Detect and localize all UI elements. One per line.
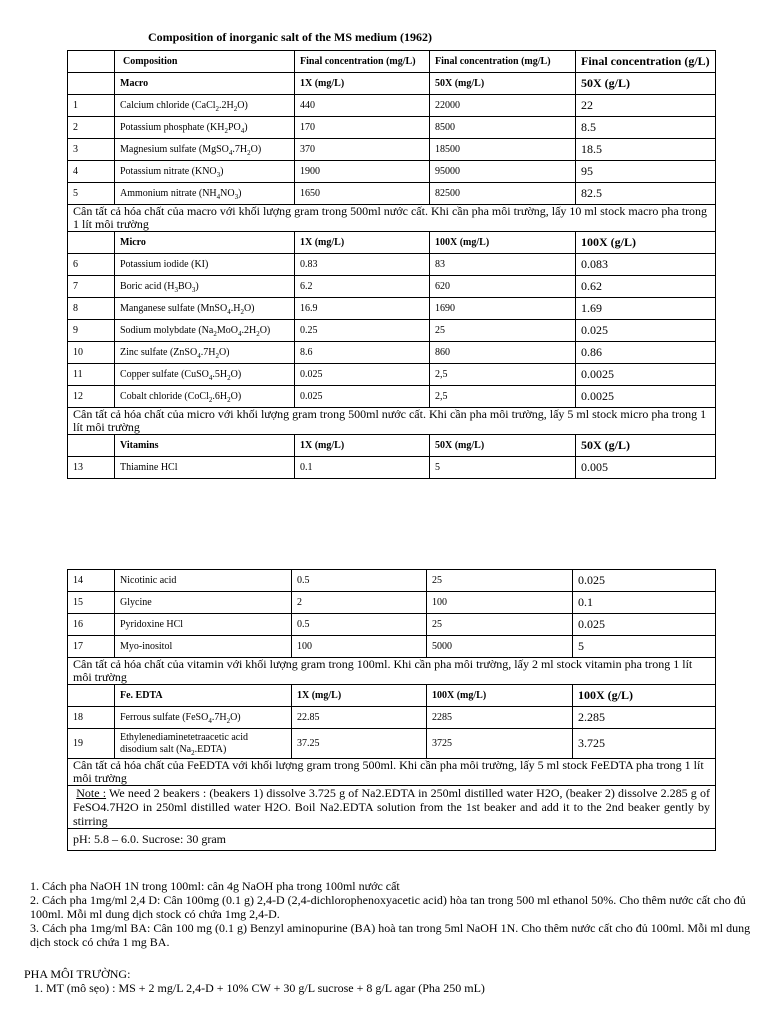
micro-note-row [68,408,716,435]
table-row [68,117,716,139]
table-row [68,139,716,161]
value-stock-g: 1.69 [576,298,716,320]
section-index-cell [68,73,115,95]
value-1x: 6.2 [295,276,430,298]
value-stock-g: 0.62 [576,276,716,298]
feedta-note-row [68,759,716,786]
header-50x-g: 50X (g/L) [576,73,716,95]
value-1x: 0.1 [295,457,430,479]
compound-name: Zinc sulfate $(ZnSO_4.7H_2O)$ [115,342,295,364]
media-heading: PHA MÔI TRƯỜNG: [24,967,131,981]
value-1x: 0.5 [292,614,427,636]
compound-name: Potassium phosphate $(KH_2PO_4)$ [115,117,295,139]
row-number: 12 [68,386,115,408]
value-stock-mg: 8500 [430,117,576,139]
compound-name: Potassium iodide (KI) [115,254,295,276]
beaker-note-row [68,786,716,829]
row-number: 16 [68,614,115,636]
value-stock-mg: 2,5 [430,364,576,386]
table-row [68,320,716,342]
compound-name: Thiamine HCl [115,457,295,479]
compound-name: Sodium molybdate $(Na_2MoO_4.2H_2O)$ [115,320,295,342]
table-row [68,636,716,658]
value-1x: 0.025 [295,364,430,386]
row-number: 18 [68,707,115,729]
table-row [68,570,716,592]
value-stock-mg: 860 [430,342,576,364]
header-100x-mg: 100X (mg/L) [427,685,573,707]
header-100x-g: 100X (g/L) [576,232,716,254]
value-stock-g: 0.86 [576,342,716,364]
compound-name: Ethylenediaminetetraacetic acid disodium salt $(Na_2.EDTA)$ [115,729,292,759]
compound-name: Cobalt chloride $(CoCl_2.6H_2O)$ [115,386,295,408]
value-1x: 22.85 [292,707,427,729]
row-number: 15 [68,592,115,614]
value-stock-g: 0.1 [573,592,716,614]
media-item-1: 1. MT (mô sẹo) : MS + 2 mg/L 2,4-D + 10% CW + 30 g/L sucrose + 8 g/L agar (Pha 250 mL) [34,981,485,995]
value-stock-mg: 25 [430,320,576,342]
row-number: 11 [68,364,115,386]
value-stock-mg: 2,5 [430,386,576,408]
value-1x: 0.025 [295,386,430,408]
compound-name: Myo-inositol [115,636,292,658]
value-stock-mg: 3725 [427,729,573,759]
value-1x: 170 [295,117,430,139]
macro-note: Cân tất cả hóa chất của macro với khối lượng gram trong 500ml nước cất. Khi cần pha môi trường, lấy 10 ml stock macro pha trong 1 lít môi trường [68,205,716,232]
value-stock-g: 3.725 [573,729,716,759]
compound-name: Ferrous sulfate $(FeSO_4.7H_2O)$ [115,707,292,729]
row-number: 2 [68,117,115,139]
value-stock-g: 95 [576,161,716,183]
table-row [68,342,716,364]
table-row [68,254,716,276]
row-number: 6 [68,254,115,276]
compound-name: Boric acid $(H_3BO_3)$ [115,276,295,298]
header-1x: 1X (mg/L) [292,685,427,707]
micro-note: Cân tất cả hóa chất của micro với khối lượng gram trong 500ml nước cất. Khi cần pha môi trường, lấy 5 ml stock micro pha trong 1 lít môi trường [68,408,716,435]
table-row [68,161,716,183]
value-1x: 16.9 [295,298,430,320]
instruction-3: 3. Cách pha 1mg/ml BA: Cân 100 mg (0.1 g) Benzyl aminopurine (BA) hoà tan trong 5ml NaOH 1N. Cho thêm nước cất cho đủ 100ml. Mỗi ml dung dịch stock có chứa 1 mg BA. [30,921,751,949]
header-final-mg-2: Final concentration (mg/L) [430,51,576,73]
value-1x: 8.6 [295,342,430,364]
value-stock-mg: 5 [430,457,576,479]
note-label: Note : [76,786,107,800]
table-row [68,276,716,298]
value-stock-g: 82.5 [576,183,716,205]
value-stock-mg: 25 [427,570,573,592]
value-1x: 0.5 [292,570,427,592]
note-text: We need 2 beakers : (beakers 1) dissolve 3.725 g of Na2.EDTA in 250ml distilled water H2O, (beaker 2) dissolve 2.285 g of FeSO4.7H2O in 250ml distilled water H2O. Boil Na2.EDTA solution from the 1st beaker and add it to the 2nd beaker gently by stirring [73,786,710,828]
compound-name: Nicotinic acid [115,570,292,592]
header-100x-g: 100X (g/L) [573,685,716,707]
row-number: 5 [68,183,115,205]
table-row [68,183,716,205]
table-header-row [68,51,716,73]
value-stock-g: 0.0025 [576,386,716,408]
compound-name: Glycine [115,592,292,614]
table-row [68,364,716,386]
table-row [68,614,716,636]
value-stock-mg: 22000 [430,95,576,117]
row-number: 13 [68,457,115,479]
compound-name: Potassium nitrate $(KNO_3)$ [115,161,295,183]
header-50x-mg: 50X (mg/L) [430,73,576,95]
value-stock-g: 0.025 [576,320,716,342]
row-number: 10 [68,342,115,364]
header-final-g: Final concentration (g/L) [576,51,716,73]
value-1x: 440 [295,95,430,117]
header-50x-mg: 50X (mg/L) [430,435,576,457]
section-feedta: Fe. EDTA [115,685,292,707]
compound-name: Magnesium sulfate $(MgSO_4.7H_2O)$ [115,139,295,161]
beaker-note [68,786,716,829]
section-index-cell [68,435,115,457]
row-number: 7 [68,276,115,298]
table-row [68,707,716,729]
compound-name: Copper sulfate $(CuSO_4.5H_2O)$ [115,364,295,386]
compound-name: Manganese sulfate $(MnSO_4.H_2O)$ [115,298,295,320]
table-row [68,592,716,614]
value-stock-g: 0.005 [576,457,716,479]
document-title: Composition of inorganic salt of the MS medium (1962) [148,30,432,44]
row-number: 14 [68,570,115,592]
table-row [68,457,716,479]
header-1x: 1X (mg/L) [295,73,430,95]
value-1x: 2 [292,592,427,614]
row-number: 3 [68,139,115,161]
value-1x: 1900 [295,161,430,183]
instruction-1: 1. Cách pha NaOH 1N trong 100ml: cân 4g NaOH pha trong 100ml nước cất [30,879,400,893]
header-1x: 1X (mg/L) [295,435,430,457]
value-stock-g: 0.025 [573,570,716,592]
row-number: 19 [68,729,115,759]
section-vitamins-row [68,435,716,457]
instructions-block [24,879,754,995]
row-number: 4 [68,161,115,183]
table-row [68,95,716,117]
header-50x-g: 50X (g/L) [576,435,716,457]
macro-note-row [68,205,716,232]
value-stock-g: 0.025 [573,614,716,636]
section-micro: Micro [115,232,295,254]
section-macro: Macro [115,73,295,95]
section-micro-row [68,232,716,254]
value-stock-mg: 95000 [430,161,576,183]
header-100x-mg: 100X (mg/L) [430,232,576,254]
compound-name: Pyridoxine HCl [115,614,292,636]
header-composition: Composition [115,51,295,73]
value-1x: 37.25 [292,729,427,759]
row-number: 8 [68,298,115,320]
value-1x: 0.25 [295,320,430,342]
value-stock-g: 2.285 [573,707,716,729]
row-number: 1 [68,95,115,117]
value-stock-g: 8.5 [576,117,716,139]
ms-medium-table-part-2 [67,569,716,851]
value-stock-mg: 82500 [430,183,576,205]
value-1x: 370 [295,139,430,161]
ph-row [68,829,716,851]
section-index-cell [68,685,115,707]
section-index-cell [68,232,115,254]
value-stock-g: 22 [576,95,716,117]
feedta-note: Cân tất cả hóa chất của FeEDTA với khối lượng gram trong 500ml. Khi cần pha môi trường, lấy 5 ml stock FeEDTA pha trong 1 lít môi trường [68,759,716,786]
value-stock-mg: 25 [427,614,573,636]
value-1x: 100 [292,636,427,658]
table-row [68,729,716,759]
table-row [68,298,716,320]
vitamin-note-row [68,658,716,685]
value-1x: 0.83 [295,254,430,276]
compound-name: Ammonium nitrate $(NH_4NO_3)$ [115,183,295,205]
value-stock-g: 0.083 [576,254,716,276]
ms-medium-table-part-1 [67,50,716,479]
vitamin-note: Cân tất cả hóa chất của vitamin với khối lượng gram trong 100ml. Khi cần pha môi trường, lấy 2 ml stock vitamin pha trong 1 lít môi trường [68,658,716,685]
instruction-2: 2. Cách pha 1mg/ml 2,4 D: Cân 100mg (0.1 g) 2,4-D (2,4-dichlorophenoxyacetic acid) hòa tan trong 500 ml ethanol 50%. Cho thêm nước cất cho đủ 100ml. Mỗi ml dung dịch stock có chứa 1mg 2,4-D. [30,893,746,921]
section-macro-row [68,73,716,95]
value-stock-g: 18.5 [576,139,716,161]
compound-name: Calcium chloride $(CaCl_2.2H_2O)$ [115,95,295,117]
value-stock-mg: 100 [427,592,573,614]
value-stock-mg: 83 [430,254,576,276]
value-stock-mg: 5000 [427,636,573,658]
value-stock-mg: 18500 [430,139,576,161]
value-stock-g: 5 [573,636,716,658]
header-final-mg: Final concentration (mg/L) [295,51,430,73]
value-stock-mg: 2285 [427,707,573,729]
section-vitamins: Vitamins [115,435,295,457]
value-1x: 1650 [295,183,430,205]
ph-sucrose-note: pH: 5.8 – 6.0. Sucrose: 30 gram [68,829,716,851]
value-stock-mg: 1690 [430,298,576,320]
section-feedta-row [68,685,716,707]
value-stock-g: 0.0025 [576,364,716,386]
header-index-cell [68,51,115,73]
row-number: 9 [68,320,115,342]
row-number: 17 [68,636,115,658]
header-1x: 1X (mg/L) [295,232,430,254]
table-row [68,386,716,408]
value-stock-mg: 620 [430,276,576,298]
